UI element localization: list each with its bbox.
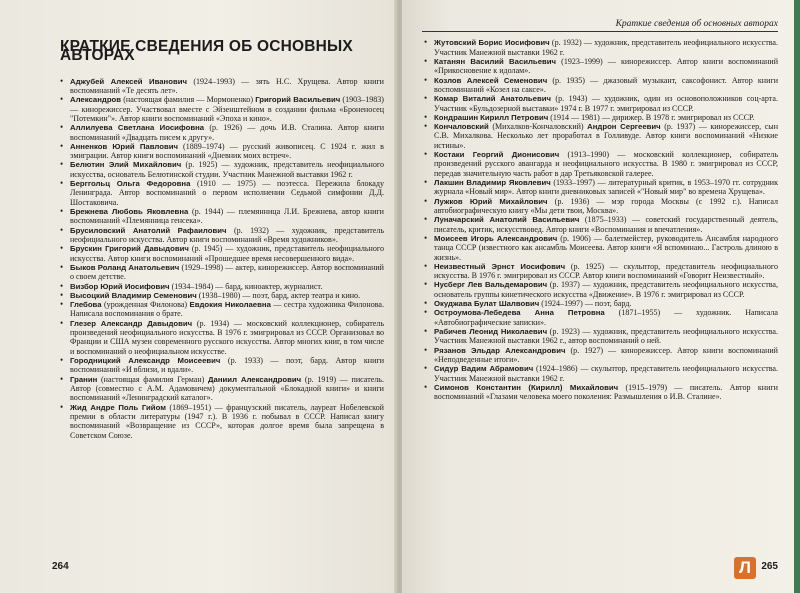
page-number-right: 265	[761, 560, 778, 572]
author-description: (р. 1926) — дочь И.В. Сталина. Автор книги воспоминаний «Двадцать писем к другу».	[70, 123, 385, 142]
author-name: Александров	[70, 95, 122, 105]
author-name: Брусиловский Анатолий Рафаилович	[70, 225, 227, 235]
author-description: (1914 — 1981) — дирижер. В 1978 г. эмигрировал из СССР.	[548, 112, 755, 122]
author-name: Неизвестный Эрнст Иосифович	[434, 261, 566, 271]
author-description: (1938–1980) — поэт, бард, актер театра и кино.	[196, 290, 361, 300]
author-entry	[58, 282, 384, 291]
author-entry	[422, 150, 778, 178]
author-name: Кончаловский	[434, 122, 489, 132]
author-name: Козлов Алексей Семенович	[434, 75, 548, 85]
author-entry	[422, 76, 778, 95]
author-name: Комар Виталий Анатольевич	[434, 94, 551, 104]
author-name: Евдокия Николаевна	[189, 300, 271, 310]
author-entry	[422, 346, 778, 365]
running-header: Краткие сведения об основных авторах	[422, 20, 778, 32]
author-name: Глезер Александр Давыдович	[70, 318, 193, 328]
author-description: (настоящая фамилия — Мормоненко)	[121, 95, 256, 105]
author-name: Сидур Вадим Абрамович	[434, 364, 534, 374]
author-description: (р. 1933) — поэт, бард. Автор книги воспоминаний «И вблизи, и вдали».	[70, 356, 385, 375]
author-description: (1869–1951) — французский писатель, лауреат Нобелевской премии в области литературы (1947 г.). В 1936 г. побывал в СССР. Написал книгу воспоминаний «Возвращение из СССР», которая долгое время была запрещена в Советском Союзе.	[70, 402, 384, 440]
author-name: Белютин Элий Михайлович	[70, 160, 182, 170]
author-name: Лужков Юрий Михайлович	[434, 196, 548, 206]
page-title: КРАТКИЕ СВЕДЕНИЯ ОБ ОСНОВНЫХ АВТОРАХ	[60, 38, 353, 65]
author-name: Рабичев Леонид Николаевич	[434, 327, 548, 336]
author-entry	[422, 308, 778, 327]
author-list-left	[58, 77, 384, 440]
author-entry	[58, 375, 384, 403]
author-entry	[422, 178, 778, 197]
author-entry	[422, 57, 778, 76]
author-description: (1924–1993) — зять Н.С. Хрущева. Автор книги воспоминаний «Те десять лет».	[70, 76, 384, 95]
author-entry	[58, 319, 384, 356]
author-description: (р. 1943) — художник, один из основоположников соц-арта. Участник «Бульдозерной выставки» 1974 г. В 1977 г. эмигрировал из СССР.	[434, 94, 778, 113]
author-entry	[422, 38, 778, 57]
author-entry	[58, 244, 384, 263]
author-description: (1933–1997) — литературный критик, в 1953–1970 гг. сотрудник журнала «Новый мир». Автор книги дневниковых записей «"Новый мир" во времена Хрущева».	[434, 178, 778, 197]
author-name: Аллилуева Светлана Иосифовна	[70, 123, 205, 133]
author-entry	[58, 263, 384, 282]
author-entry	[422, 364, 778, 383]
author-name: Луначарский Анатолий Васильевич	[434, 215, 580, 225]
author-name: Брежнева Любовь Яковлевна	[70, 207, 189, 216]
author-name: Брускин Григорий Давыдович	[70, 244, 189, 254]
author-name: Григорий Васильевич	[255, 95, 341, 105]
author-name: Жид Андре Поль Гийом	[70, 402, 166, 412]
author-description: (р. 1934) — московский коллекционер, собиратель произведений неофициального искусства. В 1976 г. эмигрировал из СССР. Организовал во Франции и США музеи современного русского искусства. Автор многих книг, в том числе и воспоминаний о неофициальном искусстве.	[70, 318, 384, 356]
author-name: Анненков Юрий Павлович	[70, 141, 178, 151]
author-name: Аджубей Алексей Иванович	[70, 76, 187, 86]
author-entry	[58, 356, 384, 375]
author-description: (настоящая фамилия Герман)	[97, 374, 209, 384]
author-description: (р. 1935) — джазовый музыкант, саксофонист. Автор книги воспоминаний «Козел на саксе».	[434, 75, 779, 94]
author-name: Остроумова-Лебедева Анна Петровна	[434, 308, 605, 318]
author-name: Визбор Юрий Иосифович	[70, 281, 170, 291]
author-entry	[58, 95, 384, 123]
author-entry	[58, 123, 384, 142]
author-description: (1923–1999) — кинорежиссер. Автор книги воспоминаний «Прикосновение к идолам».	[434, 56, 779, 76]
author-entry	[58, 77, 384, 96]
author-description: (р. 1927) — кинорежиссер. Автор книги воспоминаний «Неподведенные итоги».	[434, 345, 778, 364]
author-description: (1934–1984) — бард, киноактер, журналист.	[169, 281, 323, 291]
author-description: (р. 1945) — художник, представитель неофициального искусства. Автор книги воспоминаний «Прошедшее время несовершенного вида».	[70, 244, 384, 263]
left-page	[0, 0, 398, 593]
author-name: Окуджава Булат Шалвович	[434, 299, 540, 309]
author-description: (1910 — 1975) — поэтесса. Пережила блокаду Ленинграда. Автор воспоминаний о первом исполнении Седьмой симфонии Д.Д. Шостаковича.	[70, 179, 384, 207]
author-entry	[422, 234, 778, 262]
author-description: (р. 1906) — балетмейстер, руководитель Ансамбля народного танца СССР (известного как ансамбль Моисеева. Автор книги «Я вспоминаю... Гастроль длиною в жизнь».	[434, 233, 778, 262]
author-name: Катанян Василий Васильевич	[434, 56, 557, 66]
author-name: Нусберг Лев Вальдемарович	[434, 280, 548, 290]
author-name: Лакшин Владимир Яковлевич	[434, 178, 551, 187]
author-entry	[422, 122, 778, 150]
author-entry	[422, 383, 778, 402]
author-name: Даниил Александрович	[208, 374, 302, 384]
author-entry	[58, 207, 384, 226]
author-entry	[58, 179, 384, 207]
author-description: (р. 1936) — мэр города Москвы (с 1992 г.). Написал автобиографическую книгу «Мы дети твои, Москва».	[434, 196, 778, 215]
author-name: Костаки Георгий Дионисович	[434, 150, 560, 160]
author-entry	[422, 215, 778, 234]
author-entry	[58, 291, 384, 300]
author-description: (р. 1937) — кинорежиссер, сын С.В. Михалкова. Несколько лет проработал в Голливуде. Автор книги воспоминаний «Низкие истины».	[434, 122, 778, 150]
author-name: Берггольц Ольга Федоровна	[70, 179, 191, 189]
author-description: (1924–1997) — поэт, бард.	[539, 299, 632, 309]
author-name: Глебова	[70, 300, 102, 310]
author-description: (р. 1925) — художник, представитель неофициального искусства, основатель Белютинской студии. Участник Манежной выставки 1962 г.	[70, 160, 384, 179]
author-name: Жутовский Борис Иосифович	[434, 38, 550, 48]
right-page	[402, 0, 800, 593]
author-entry	[422, 299, 778, 308]
author-entry	[422, 327, 778, 346]
author-description: (1913–1990) — московский коллекционер, собиратель произведений русского авангарда и неофициального искусства. В 1980 г. эмигрировал из СССР, передав значительную часть работ в дар Третьяковской галерее.	[434, 150, 778, 178]
author-description: (1889–1974) — русский живописец. С 1924 г. жил в эмиграции. Автор книги воспоминаний «Дневник моих встреч».	[70, 141, 384, 161]
author-description: (1924–1986) — скульптор, представитель неофициального искусства. Участник Манежной выставки 1962 г.	[434, 364, 778, 383]
author-name: Симонов Константин (Кирилл) Михайлович	[434, 382, 619, 392]
author-entry	[58, 300, 384, 319]
author-description: (1875–1933) — советский государственный деятель, писатель, критик, искусствовед. Автор книги «Воспоминания и впечатления».	[434, 215, 778, 234]
author-description: — сестра художника Филонова. Написала воспоминания о брате.	[70, 300, 384, 319]
author-description: (урожденная Филонова)	[101, 300, 190, 310]
author-entry	[422, 113, 778, 122]
author-entry	[422, 197, 778, 216]
author-description: (р. 1932) — художник, представитель неофициального искусства. Автор книги воспоминаний «Время художников».	[70, 225, 384, 244]
author-name: Андрон Сергеевич	[587, 122, 661, 132]
author-entry	[58, 226, 384, 245]
author-description: (р. 1944) — племянница Л.И. Брежнева, автор книги воспоминаний «Племянница генсека».	[70, 207, 384, 226]
author-entry	[58, 403, 384, 440]
author-entry	[422, 280, 778, 299]
author-description: (1915–1979) — писатель. Автор книги воспоминаний «Глазами человека моего поколения: Размышления о И.В. Сталине».	[434, 382, 778, 402]
author-list-right	[422, 38, 778, 401]
author-description: (р. 1923) — художник, представитель неофициального искусства. Участник Манежной выставки 1962 г., автор воспоминаний о ней.	[434, 327, 778, 346]
author-name: Моисеев Игорь Александрович	[434, 233, 558, 243]
author-description: (1929–1998) — актер, кинорежиссер. Автор воспоминаний о своем детстве.	[70, 262, 384, 282]
author-name: Быков Роланд Анатольевич	[70, 262, 180, 272]
author-name: Высоцкий Владимир Семенович	[70, 290, 197, 300]
page-number-left: 264	[52, 560, 69, 572]
author-description: (р. 1932) — художник, представитель неофициального искусства. Участник Манежной выставки 1962 г.	[434, 38, 778, 57]
author-entry	[422, 262, 778, 281]
author-name: Гранин	[70, 374, 98, 384]
author-entry	[422, 94, 778, 113]
author-description: (1903–1983) — кинорежиссер. Участвовал вместе с Эйзенштейном в создании фильма «Броненосец "Потемкин"». Автор книги воспоминаний «Эпоха и кино».	[70, 95, 384, 123]
author-description: (р. 1937) — художник, представитель неофициального искусства, основатель группы кинетического искусства «Движение». В 1976 г. эмигрировал из СССР.	[434, 280, 778, 299]
author-name: Кондрашин Кирилл Петрович	[434, 112, 549, 122]
author-name: Рязанов Эльдар Александрович	[434, 345, 566, 355]
publisher-logo-icon: Л	[734, 557, 756, 579]
author-description: (р. 1925) — скульптор, представитель неофициального искусства. В 1976 г. эмигрировал из СССР. Автор книги воспоминаний «Говорит Неизвестный».	[434, 261, 778, 281]
author-description: (Михалков-Кончаловский)	[488, 122, 588, 132]
edge-tab	[794, 0, 800, 593]
author-name: Городницкий Александр Моисеевич	[70, 356, 221, 365]
author-entry	[58, 142, 384, 161]
author-description: (1871–1955) — художник. Написала «Автобиографические записки».	[434, 308, 778, 327]
author-entry	[58, 160, 384, 179]
author-description: (р. 1919) — писатель. Автор (совместно с А.М. Адамовичем) документальной «Блокадной книги» и книги воспоминаний «Ленинградский каталог».	[70, 374, 384, 403]
